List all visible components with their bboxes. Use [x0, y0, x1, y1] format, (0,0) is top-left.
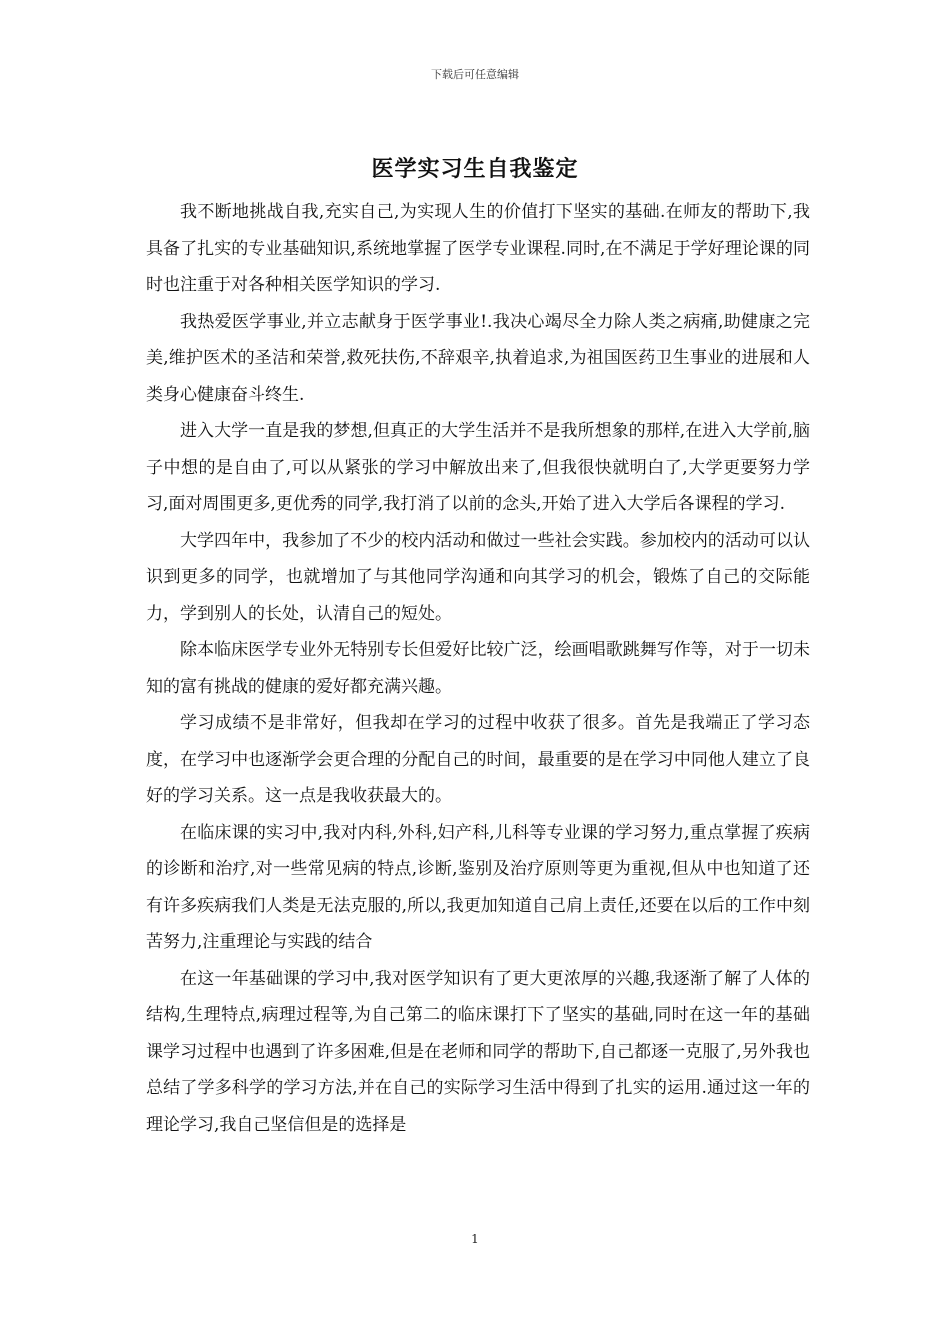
document-body	[146, 194, 810, 1143]
paragraph-2: 我热爱医学事业,并立志献身于医学事业!.我决心竭尽全力除人类之病痛,助健康之完美,维护医术的圣洁和荣誉,救死扶伤,不辞艰辛,执着追求,为祖国医药卫生事业的进展和人类身心健康奋斗终生.	[146, 311, 810, 405]
paragraph-3: 进入大学一直是我的梦想,但真正的大学生活并不是我所想象的那样,在进入大学前,脑子中想的是自由了,可以从紧张的学习中解放出来了,但我很快就明白了,大学更要努力学习,面对周围更多,更优秀的同学,我打消了以前的念头,开始了进入大学后各课程的学习.	[146, 421, 810, 514]
paragraph-6: 学习成绩不是非常好，但我却在学习的过程中收获了很多。首先是我端正了学习态度，在学习中也逐渐学会更合理的分配自己的时间，最重要的是在学习中同他人建立了良好的学习关系。这一点是我收获最大的。	[146, 713, 810, 806]
page-number: 1	[471, 1232, 479, 1246]
document-title: 医学实习生自我鉴定	[371, 157, 579, 182]
paragraph-7: 在临床课的实习中,我对内科,外科,妇产科,儿科等专业课的学习努力,重点掌握了疾病的诊断和治疗,对一些常见病的特点,诊断,鉴别及治疗原则等更为重视,但从中也知道了还有许多疾病我们人类是无法克服的,所以,我更加知道自己肩上责任,还要在以后的工作中刻苦努力,注重理论与实践的结合	[146, 822, 810, 952]
paragraph-1: 我不断地挑战自我,充实自己,为实现人生的价值打下坚实的基础.在师友的帮助下,我具备了扎实的专业基础知识,系统地掌握了医学专业课程.同时,在不满足于学好理论课的同时也注重于对各种相关医学知识的学习.	[146, 202, 810, 295]
header-note: 下载后可任意编辑	[431, 68, 519, 81]
paragraph-8: 在这一年基础课的学习中,我对医学知识有了更大更浓厚的兴趣,我逐渐了解了人体的结构,生理特点,病理过程等,为自己第二的临床课打下了坚实的基础,同时在这一年的基础课学习过程中也遇到了许多困难,但是在老师和同学的帮助下,自己都逐一克服了,另外我也总结了学多科学的学习方法,并在自己的实际学习生活中得到了扎实的运用.通过这一年的理论学习,我自己坚信但是的选择是	[146, 968, 810, 1135]
paragraph-4: 大学四年中，我参加了不少的校内活动和做过一些社会实践。参加校内的活动可以认识到更多的同学，也就增加了与其他同学沟通和向其学习的机会，锻炼了自己的交际能力，学到别人的长处，认清自己的短处。	[146, 530, 810, 624]
paragraph-5: 除本临床医学专业外无特别专长但爱好比较广泛，绘画唱歌跳舞写作等，对于一切未知的富有挑战的健康的爱好都充满兴趣。	[146, 640, 810, 697]
